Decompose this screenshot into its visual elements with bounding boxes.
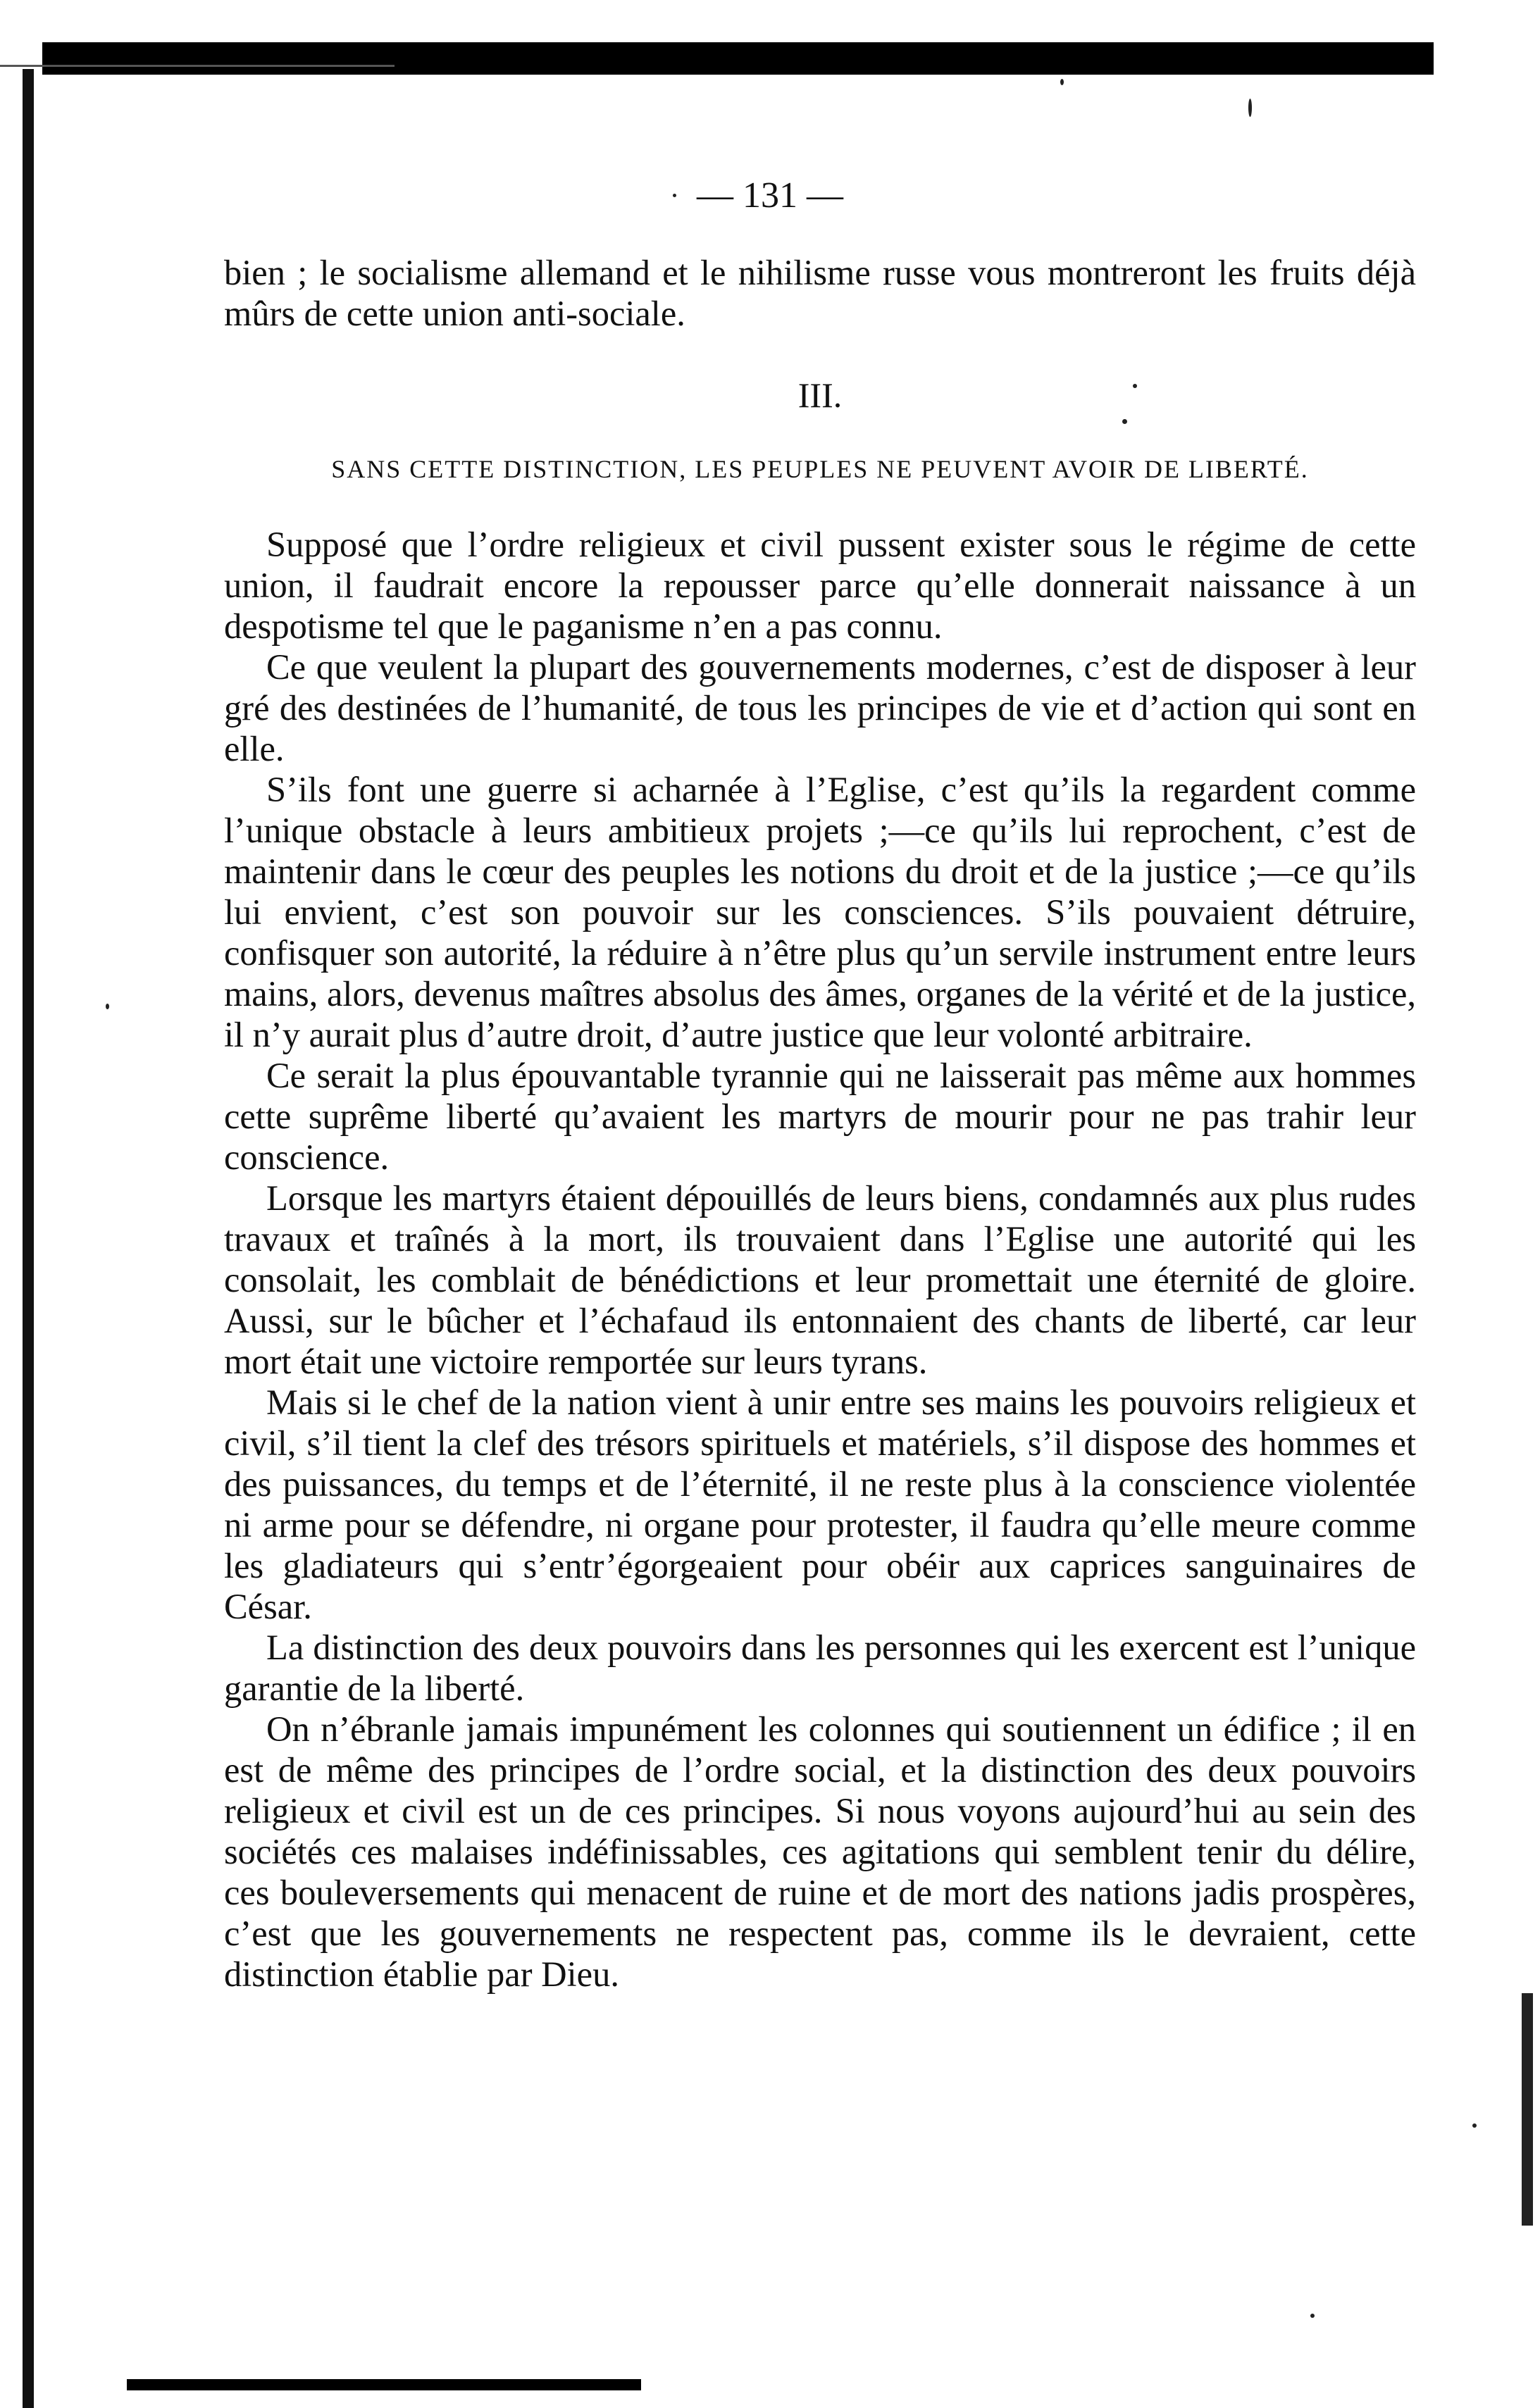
page-number: — 131 — [697, 175, 843, 216]
paragraph: S’ils font une guerre si acharnée à l’Eglise, c’est qu’ils la regardent comme l’unique obstacle à leurs ambitieux projets ;—ce qu’ils lui reprochent, c’est de maintenir dans le cœur des peuples les notions du droit et de la justice ;—ce qu’ils lui envient, c’est son pouvoir sur les consciences. S’ils pouvaient détruire, confisquer son autorité, la réduire à n’être plus qu’un servile instrument entre leurs mains, alors, devenus maîtres absolus des âmes, organes de la vérité et de la justice, il n’y aurait plus d’autre droit, d’autre justice que leur volonté arbitraire. [224, 770, 1416, 1054]
scan-speck [1310, 2314, 1315, 2318]
scan-line-top [0, 65, 395, 67]
scan-speck [106, 1004, 109, 1009]
section-heading: SANS CETTE DISTINCTION, LES PEUPLES NE PEUVENT AVOIR DE LIBERTÉ. [331, 455, 1309, 483]
paragraph: La distinction des deux pouvoirs dans les personnes qui les exercent est l’unique garantie de la liberté. [224, 1628, 1416, 1708]
scan-border-top [42, 42, 1434, 75]
paragraph: Lorsque les martyrs étaient dépouillés de leurs biens, condamnés aux plus rudes travaux et traînés à la mort, ils trouvaient dans l’Eglise une autorité qui les consolait, les comblait de bénédictions et leur promettait une éternité de gloire. Aussi, sur le bûcher et l’échafaud ils entonnaient des chants de liberté, car leur mort était une victoire remportée sur leurs tyrans. [224, 1178, 1416, 1381]
paragraph: Mais si le chef de la nation vient à unir entre ses mains les pouvoirs religieux et civil, s’il tient la clef des trésors spirituels et matériels, s’il dispose des hommes et des puissances, du temps et de l’éternité, il ne reste plus à la conscience violentée ni arme pour se défendre, ni organe pour protester, il faudra qu’elle meure comme les gladiateurs qui s’entr’égorgeaient pour obéir aux caprices sanguinaires de César. [224, 1383, 1416, 1626]
section-number: III. [797, 375, 843, 415]
scan-speck [1248, 99, 1252, 117]
paragraph: Ce serait la plus épouvantable tyrannie qui ne laisserait pas même aux hommes cette suprême liberté qu’avaient les martyrs de mourir pour ne pas trahir leur conscience. [224, 1056, 1416, 1177]
body-text [224, 252, 1416, 1995]
scan-border-left [23, 69, 34, 2408]
paragraph: Ce que veulent la plupart des gouvernements modernes, c’est de disposer à leur gré des destinées de l’humanité, de tous les principes de vie et d’action qui sont en elle. [224, 647, 1416, 768]
scan-border-right [1522, 1993, 1533, 2226]
scan-speck [1472, 2123, 1477, 2128]
scan-border-bottom [127, 2379, 641, 2390]
continuation-paragraph: bien ; le socialisme allemand et le nihilisme russe vous montreront les fruits déjà mûrs de cette union anti-sociale. [224, 253, 1416, 333]
scan-speck [1060, 79, 1064, 85]
paragraph: On n’ébranle jamais impunément les colonnes qui soutiennent un édifice ; il en est de même des principes de l’ordre social, et la distinction des deux pouvoirs religieux et civil est un de ces principes. Si nous voyons aujourd’hui au sein des sociétés ces malaises indéfinissables, ces agitations qui semblent tenir du délire, ces bouleversements qui menacent de ruine et de mort des nations jadis prospères, c’est que les gouvernements ne respectent pas, comme ils le devraient, cette distinction établie par Dieu. [224, 1709, 1416, 1994]
paragraph: Supposé que l’ordre religieux et civil pussent exister sous le régime de cette union, il faudrait encore la repousser parce qu’elle donnerait naissance à un despotisme tel que le paganisme n’en a pas connu. [224, 525, 1416, 646]
